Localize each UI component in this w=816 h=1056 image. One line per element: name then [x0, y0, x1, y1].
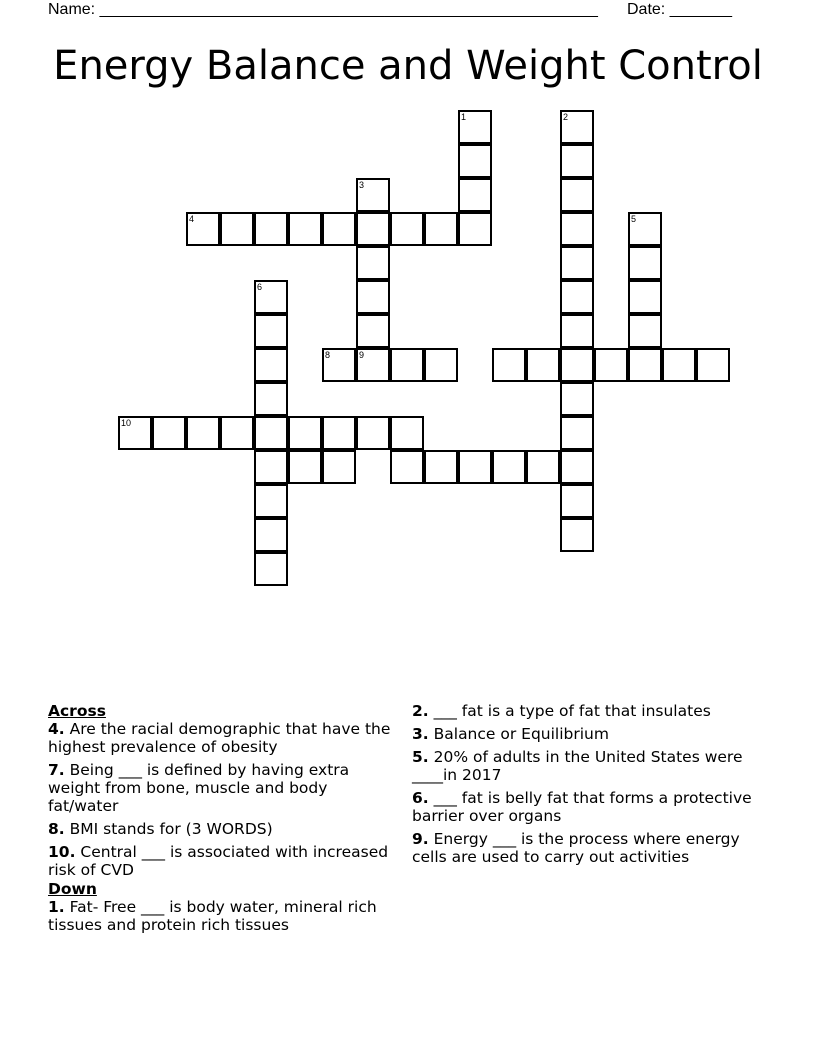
name-field-line: Name: ________________________________________________________ — [48, 1, 598, 18]
clue-item — [48, 720, 393, 756]
clue-item — [412, 725, 757, 743]
page-title: Energy Balance and Weight Control — [53, 43, 763, 89]
clue-number: 2. — [412, 702, 429, 720]
grid-cell[interactable] — [356, 212, 390, 246]
clue-number-label: 8 — [325, 350, 331, 360]
clue-number: 5. — [412, 748, 429, 766]
grid-cell[interactable] — [220, 212, 254, 246]
clue-text: BMI stands for (3 WORDS) — [69, 820, 273, 838]
grid-cell[interactable] — [356, 416, 390, 450]
clue-text: Are the racial demographic that have the highest prevalence of obesity — [48, 720, 391, 756]
grid-cell[interactable] — [254, 484, 288, 518]
down-clue-list-right — [412, 702, 757, 866]
clue-number-label: 1 — [461, 112, 467, 122]
grid-cell[interactable] — [458, 178, 492, 212]
clue-text: Energy ___ is the process where energy cells are used to carry out activities — [412, 830, 740, 866]
clue-number-label: 4 — [189, 214, 195, 224]
clue-number-label: 2 — [563, 112, 569, 122]
grid-cell[interactable] — [560, 280, 594, 314]
grid-cell[interactable] — [526, 348, 560, 382]
clues-column-right — [412, 702, 757, 871]
grid-cell[interactable] — [254, 382, 288, 416]
clue-number: 7. — [48, 761, 65, 779]
grid-cell[interactable] — [254, 450, 288, 484]
grid-cell[interactable] — [458, 450, 492, 484]
clue-number: 8. — [48, 820, 65, 838]
clue-text: Central ___ is associated with increased risk of CVD — [48, 843, 389, 879]
clue-number: 6. — [412, 789, 429, 807]
grid-cell[interactable] — [254, 552, 288, 586]
down-heading: Down — [48, 880, 97, 898]
clue-number: 1. — [48, 898, 65, 916]
grid-cell[interactable] — [390, 416, 424, 450]
clue-number-label: 10 — [121, 418, 132, 428]
grid-cell[interactable] — [254, 348, 288, 382]
grid-cell[interactable] — [628, 314, 662, 348]
grid-cell[interactable] — [322, 450, 356, 484]
grid-cell[interactable] — [628, 280, 662, 314]
grid-cell[interactable] — [254, 314, 288, 348]
clue-item — [48, 898, 393, 934]
clue-item — [48, 820, 393, 838]
grid-cell[interactable] — [186, 416, 220, 450]
grid-cell[interactable] — [390, 450, 424, 484]
clue-text: Fat- Free ___ is body water, mineral rich tissues and protein rich tissues — [48, 898, 377, 934]
grid-cell[interactable] — [458, 144, 492, 178]
grid-cell[interactable] — [254, 212, 288, 246]
clue-text: ___ fat is a type of fat that insulates — [433, 702, 711, 720]
grid-cell[interactable] — [492, 348, 526, 382]
clues-column-left — [48, 702, 393, 939]
grid-cell[interactable] — [458, 110, 492, 144]
clue-number: 9. — [412, 830, 429, 848]
grid-cell[interactable] — [220, 416, 254, 450]
down-clue-list-left — [48, 898, 393, 934]
clue-number-label: 6 — [257, 282, 263, 292]
clue-number: 10. — [48, 843, 76, 861]
grid-cell[interactable] — [560, 484, 594, 518]
clue-item — [412, 748, 757, 784]
clue-item — [412, 830, 757, 866]
clue-text: ___ fat is belly fat that forms a protective barrier over organs — [412, 789, 752, 825]
grid-cell[interactable] — [152, 416, 186, 450]
grid-cell[interactable] — [424, 212, 458, 246]
grid-cell[interactable] — [560, 246, 594, 280]
grid-cell[interactable] — [254, 518, 288, 552]
clue-text: Balance or Equilibrium — [433, 725, 609, 743]
clue-item — [412, 789, 757, 825]
grid-cell[interactable] — [390, 348, 424, 382]
clue-number-label: 9 — [359, 350, 365, 360]
grid-cell[interactable] — [356, 314, 390, 348]
grid-cell[interactable] — [628, 212, 662, 246]
clue-number: 3. — [412, 725, 429, 743]
grid-cell[interactable] — [288, 450, 322, 484]
grid-cell[interactable] — [560, 110, 594, 144]
grid-cell[interactable] — [356, 348, 390, 382]
grid-cell[interactable] — [288, 212, 322, 246]
grid-cell[interactable] — [424, 450, 458, 484]
grid-cell[interactable] — [560, 348, 594, 382]
grid-cell[interactable] — [458, 212, 492, 246]
grid-cell[interactable] — [560, 178, 594, 212]
clue-number-label: 5 — [631, 214, 637, 224]
grid-cell[interactable] — [526, 450, 560, 484]
grid-cell[interactable] — [560, 450, 594, 484]
grid-cell[interactable] — [560, 416, 594, 450]
grid-cell[interactable] — [594, 348, 628, 382]
clue-text: 20% of adults in the United States were ____in 2017 — [412, 748, 743, 784]
grid-cell[interactable] — [356, 280, 390, 314]
grid-cell[interactable] — [118, 416, 152, 450]
grid-cell[interactable] — [628, 246, 662, 280]
grid-cell[interactable] — [322, 416, 356, 450]
grid-cell[interactable] — [560, 518, 594, 552]
grid-cell[interactable] — [254, 280, 288, 314]
grid-cell[interactable] — [288, 416, 322, 450]
clue-item — [48, 843, 393, 879]
grid-cell[interactable] — [560, 212, 594, 246]
grid-cell[interactable] — [628, 348, 662, 382]
grid-cell[interactable] — [322, 212, 356, 246]
grid-cell[interactable] — [424, 348, 458, 382]
clue-item — [412, 702, 757, 720]
grid-cell[interactable] — [492, 450, 526, 484]
grid-cell[interactable] — [662, 348, 696, 382]
clue-item — [48, 761, 393, 815]
grid-cell[interactable] — [186, 212, 220, 246]
clue-number: 4. — [48, 720, 65, 738]
grid-cell[interactable] — [356, 178, 390, 212]
grid-cell[interactable] — [560, 144, 594, 178]
clue-number-label: 3 — [359, 180, 365, 190]
across-clue-list — [48, 720, 393, 879]
across-heading: Across — [48, 702, 106, 720]
grid-cell[interactable] — [560, 382, 594, 416]
grid-cell[interactable] — [696, 348, 730, 382]
grid-cell[interactable] — [356, 246, 390, 280]
clue-text: Being ___ is defined by having extra weight from bone, muscle and body fat/water — [48, 761, 350, 815]
grid-cell[interactable] — [560, 314, 594, 348]
date-field-line: Date: _______ — [627, 1, 732, 18]
grid-cell[interactable] — [390, 212, 424, 246]
grid-cell[interactable] — [254, 416, 288, 450]
grid-cell[interactable] — [322, 348, 356, 382]
